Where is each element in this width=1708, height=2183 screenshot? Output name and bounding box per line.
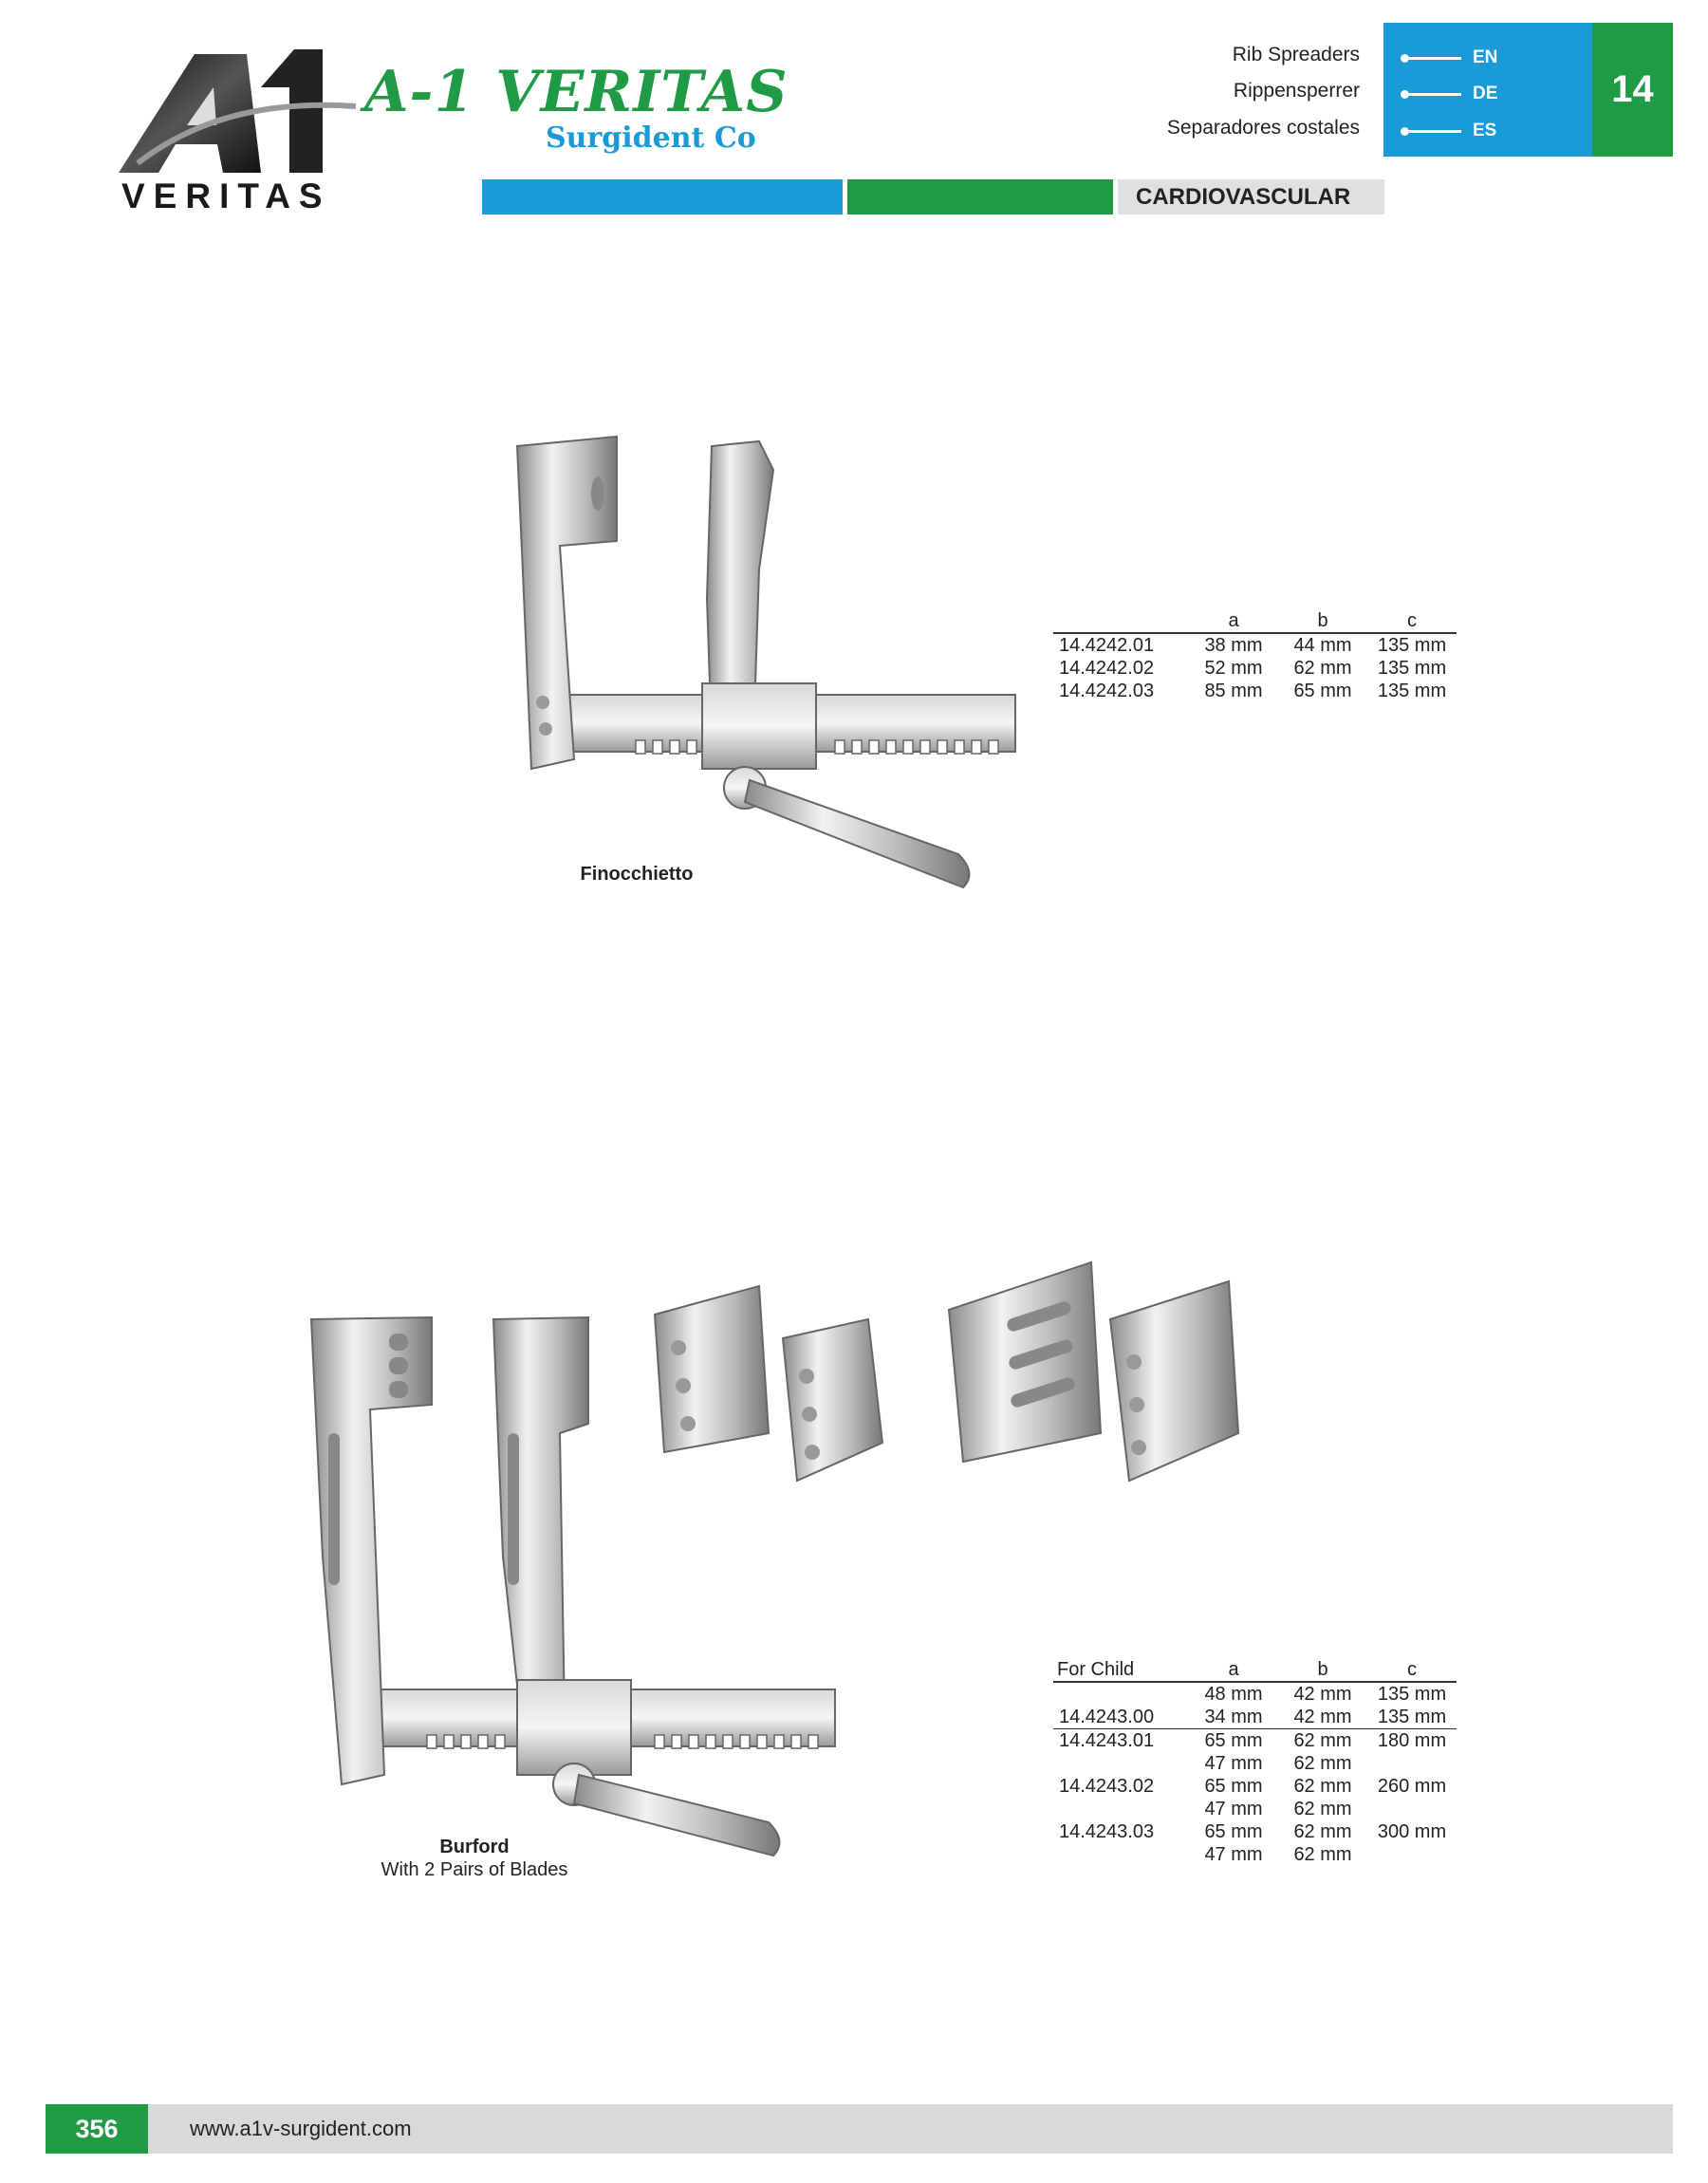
- table-row: [1053, 1752, 1457, 1775]
- table-row: [1053, 657, 1457, 680]
- lang-code-en: EN: [1473, 47, 1498, 67]
- cell-a: 47 mm: [1204, 1753, 1263, 1774]
- cell-a: 65 mm: [1204, 1776, 1263, 1797]
- table-row: [1053, 1706, 1457, 1729]
- col-header-code: [1053, 609, 1189, 633]
- cell-c: [1367, 1752, 1457, 1775]
- cell-b: 44 mm: [1293, 635, 1352, 656]
- cell-b: 62 mm: [1293, 1730, 1352, 1751]
- cell-code: 14.4242.01: [1059, 635, 1155, 656]
- cell-c: 300 mm: [1377, 1821, 1447, 1842]
- cell-b: 62 mm: [1293, 1776, 1352, 1797]
- cell-code: [1053, 1752, 1189, 1775]
- cell-code: 14.4243.01: [1059, 1730, 1155, 1751]
- table-header-row: [1053, 609, 1457, 633]
- cell-b: 62 mm: [1293, 1844, 1352, 1865]
- lang-row-es: [1401, 120, 1496, 142]
- header-bar-blue: [482, 179, 843, 215]
- header-bar-green: [847, 179, 1113, 215]
- col-header-a: a: [1189, 1658, 1278, 1682]
- table-row: [1053, 1820, 1457, 1843]
- burford-caption: Burford: [439, 1837, 510, 1857]
- cell-code: 14.4242.03: [1059, 681, 1155, 701]
- table-row: [1053, 633, 1457, 657]
- cell-c: [1367, 1843, 1457, 1866]
- lang-name-es: Separadores costales: [1166, 117, 1360, 139]
- cell-code: 14.4243.02: [1059, 1776, 1155, 1797]
- cell-c: 135 mm: [1377, 658, 1447, 679]
- finocchietto-caption: Finocchietto: [580, 864, 694, 885]
- table-row: [1053, 680, 1457, 702]
- burford-caption-sub: With 2 Pairs of Blades: [381, 1859, 568, 1880]
- table-row: [1053, 1775, 1457, 1798]
- cell-b: 65 mm: [1293, 681, 1352, 701]
- table-row: [1053, 1682, 1457, 1706]
- cell-code: [1053, 1682, 1189, 1706]
- col-header-b: b: [1278, 609, 1367, 633]
- lang-code-de: DE: [1473, 84, 1498, 103]
- burford-spec-table: [1053, 1658, 1457, 1866]
- lang-name-de: Rippensperrer: [1233, 80, 1360, 102]
- col-header-c: c: [1367, 1658, 1457, 1682]
- table-row: [1053, 1798, 1457, 1820]
- cell-c: 135 mm: [1377, 1684, 1447, 1705]
- cell-c: 135 mm: [1367, 1706, 1457, 1729]
- cell-c: 180 mm: [1377, 1730, 1447, 1751]
- cell-a: 65 mm: [1204, 1730, 1263, 1751]
- lang-row-en: [1401, 47, 1497, 69]
- a1-logo-icon: [119, 49, 356, 177]
- cell-b: 62 mm: [1293, 658, 1352, 679]
- table-header-row: [1053, 1658, 1457, 1682]
- table-row: [1053, 1843, 1457, 1866]
- category-label: CARDIOVASCULAR: [1118, 179, 1384, 215]
- col-header-a: a: [1189, 609, 1278, 633]
- cell-a: 38 mm: [1204, 635, 1263, 656]
- lang-name-en: Rib Spreaders: [1232, 44, 1360, 65]
- cell-code: 14.4242.02: [1059, 658, 1155, 679]
- cell-code: [1053, 1843, 1189, 1866]
- cell-a: 65 mm: [1204, 1821, 1263, 1842]
- cell-code: 14.4243.03: [1059, 1821, 1155, 1842]
- pin-dot-icon: [1401, 54, 1409, 63]
- col-header-c: c: [1367, 609, 1457, 633]
- cell-b: 62 mm: [1293, 1821, 1352, 1842]
- cell-a: 48 mm: [1204, 1684, 1263, 1705]
- cell-c: 260 mm: [1377, 1776, 1447, 1797]
- cell-b: 42 mm: [1278, 1706, 1367, 1729]
- pin-dot-icon: [1401, 127, 1409, 136]
- cell-c: 135 mm: [1377, 635, 1447, 656]
- cell-a: 47 mm: [1204, 1799, 1263, 1819]
- table-row: [1053, 1729, 1457, 1753]
- finocchietto-spec-table: [1053, 609, 1457, 702]
- lang-row-de: [1401, 83, 1497, 105]
- col-header-code: For Child: [1053, 1658, 1189, 1682]
- cell-a: 47 mm: [1204, 1844, 1263, 1865]
- pin-dot-icon: [1401, 90, 1409, 99]
- cell-code: 14.4243.00: [1053, 1706, 1189, 1729]
- brand-name: A-1 VERITAS: [364, 59, 789, 125]
- finocchietto-rib-spreader-image: [503, 427, 1034, 902]
- footer-url-link[interactable]: www.a1v-surgident.com: [190, 2117, 412, 2140]
- cell-c: 135 mm: [1377, 681, 1447, 701]
- page-number: 356: [46, 2104, 148, 2154]
- chapter-number: 14: [1592, 23, 1673, 157]
- cell-a: 34 mm: [1189, 1706, 1278, 1729]
- brand-subtitle: Surgident Co: [546, 121, 756, 155]
- cell-c: [1367, 1798, 1457, 1820]
- cell-b: 62 mm: [1293, 1753, 1352, 1774]
- logo-wordmark: VERITAS: [121, 177, 331, 215]
- cell-b: 42 mm: [1293, 1684, 1352, 1705]
- cell-a: 85 mm: [1204, 681, 1263, 701]
- cell-code: [1053, 1798, 1189, 1820]
- cell-b: 62 mm: [1293, 1799, 1352, 1819]
- col-header-b: b: [1278, 1658, 1367, 1682]
- cell-a: 52 mm: [1204, 658, 1263, 679]
- lang-code-es: ES: [1473, 121, 1497, 140]
